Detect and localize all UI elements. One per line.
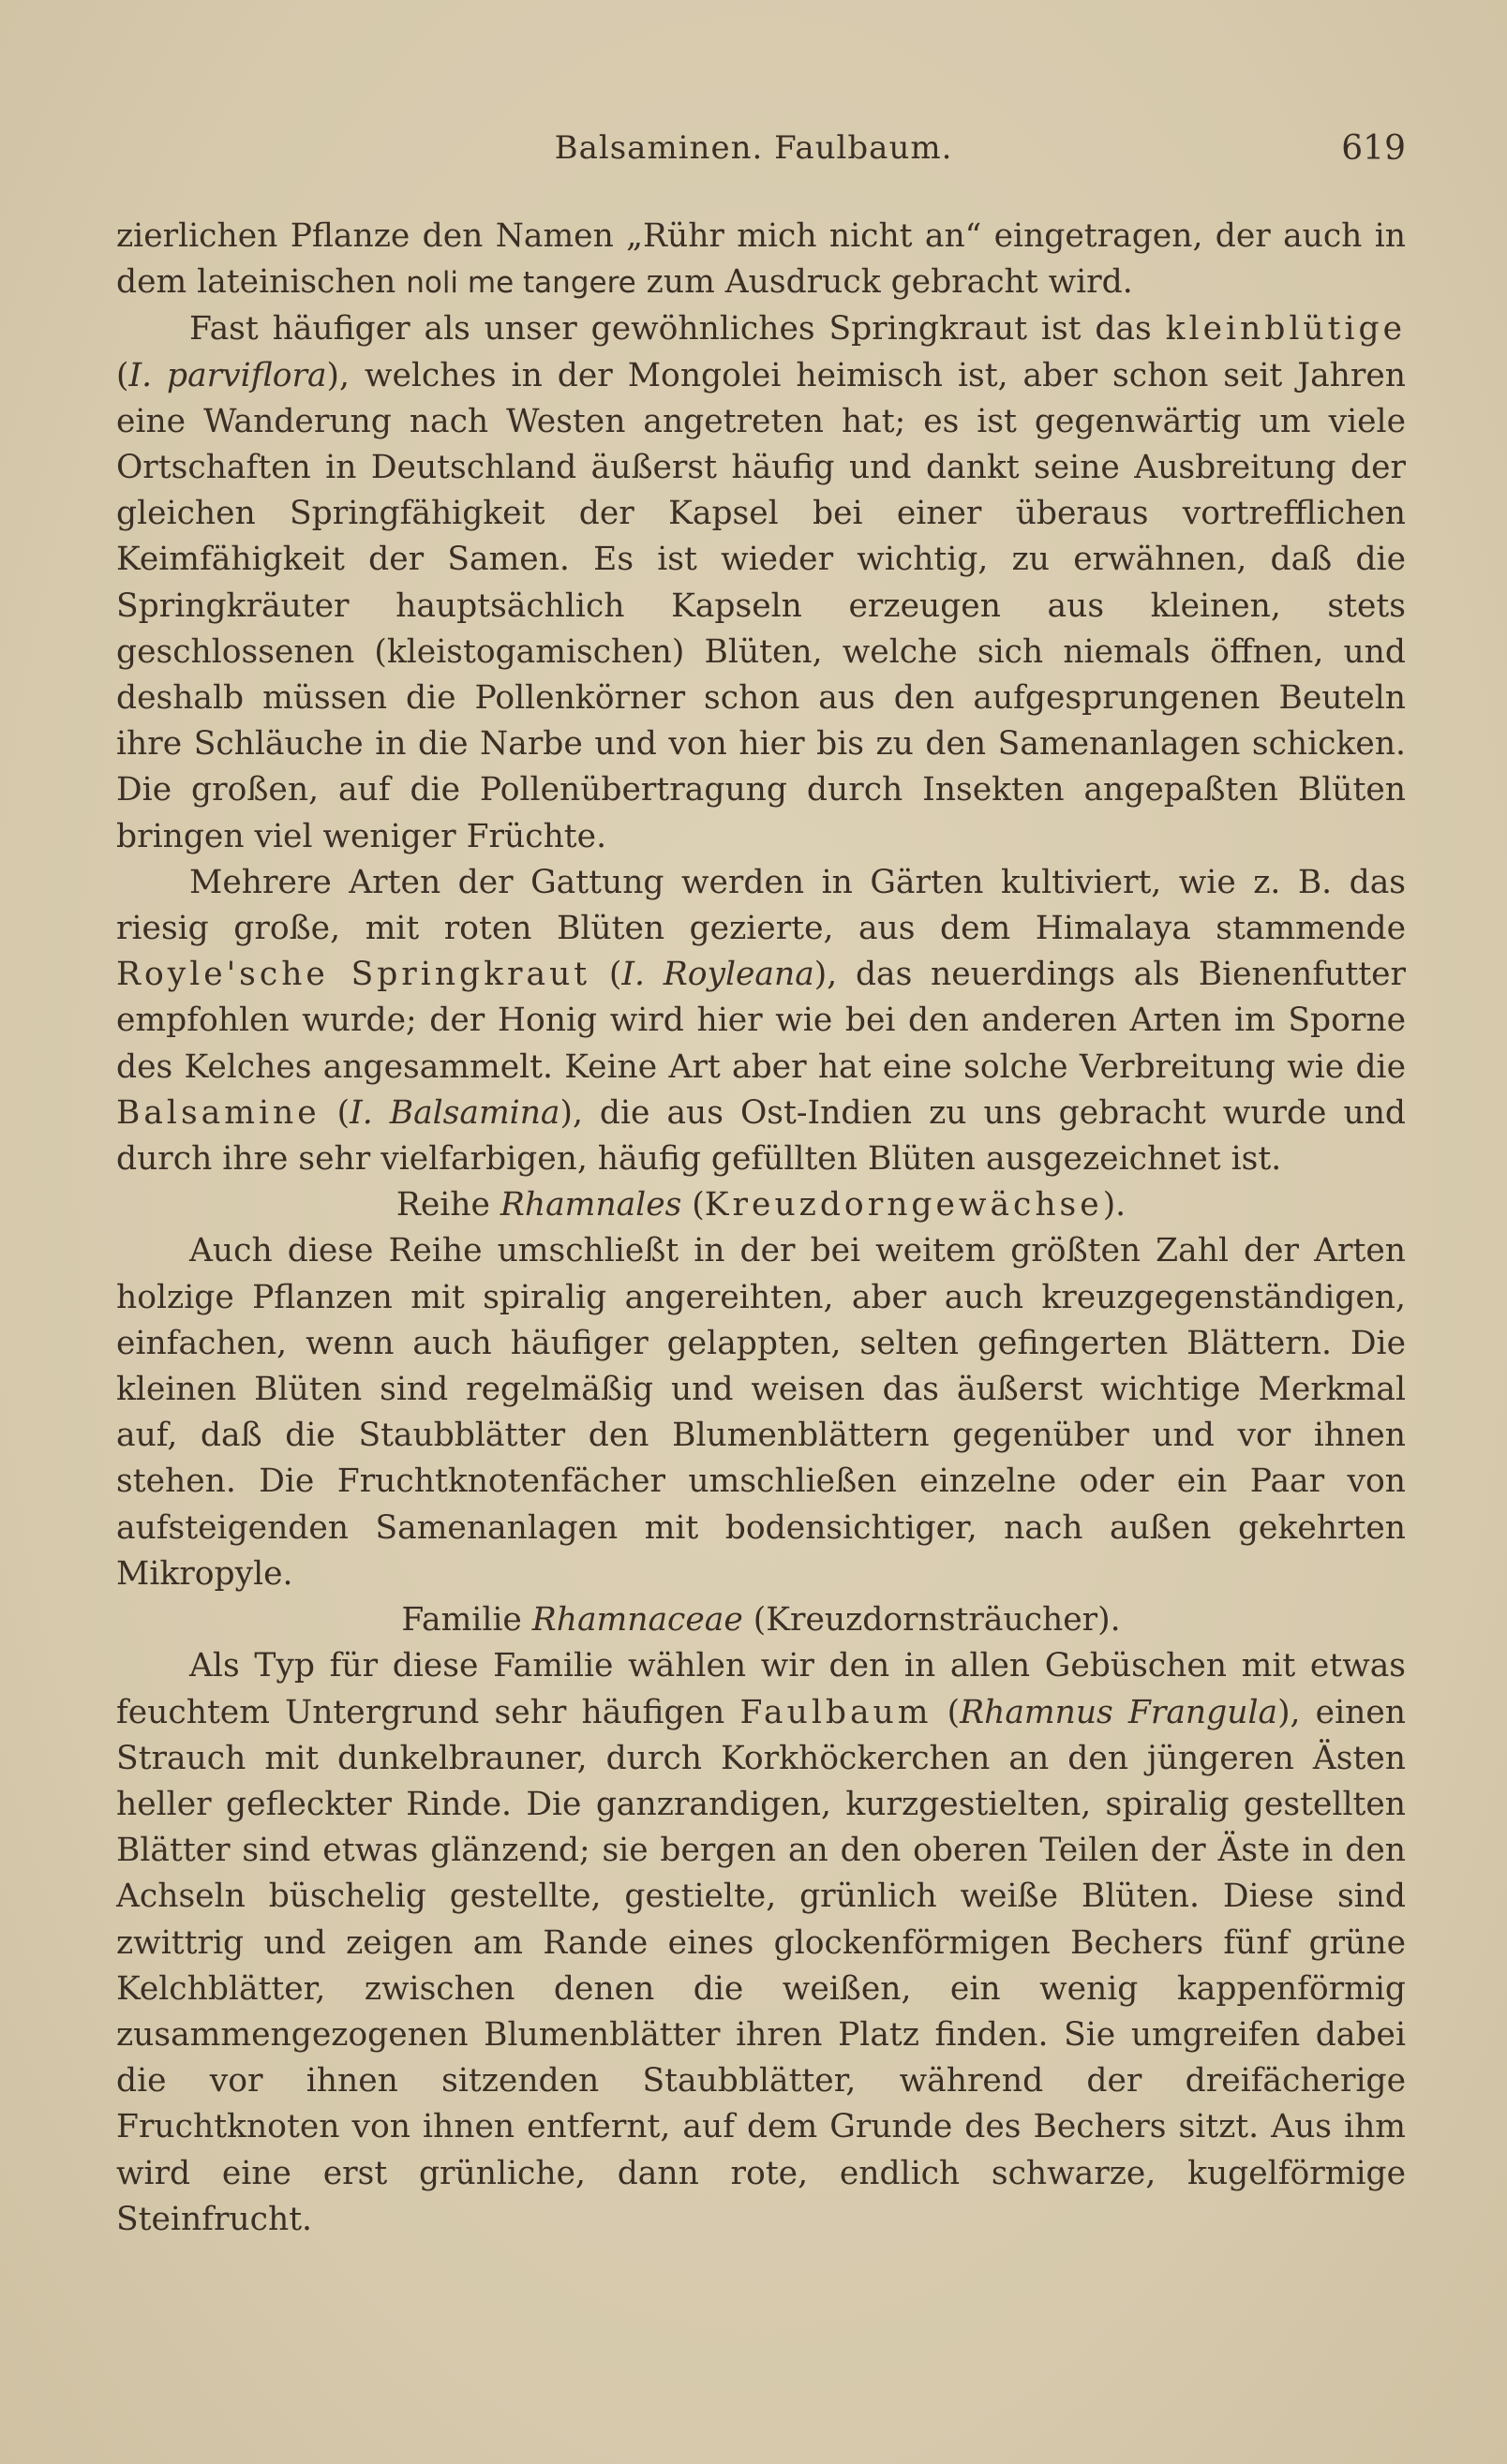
- p3-text-a: Mehrere Arten der Gattung werden in Gärten kultiviert, wie z. B. das riesig große, mit roten Blüten gezierte, aus dem Himalaya stammende: [116, 863, 1406, 948]
- p2-text-e: ), welches in der Mongolei heimisch ist, aber schon seit Jahren eine Wanderung nach Westen angetreten hat; es ist gegenwärtig um viele Ortschaften in Deutschland äußerst häufig und dankt seine Ausbreitung der gleichen Springfähigkeit der Kapsel bei einer überaus vortrefflichen Keimfähigkeit der Samen. Es ist wieder wichtig, zu erwähnen, daß die Springkräuter hauptsächlich Kapseln erzeugen aus kleinen, stets geschlossenen (kleistogamischen) Blüten, welche sich niemals öffnen, und deshalb müssen die Pollenkörner schon aus den aufgesprungenen Beuteln ihre Schläuche in die Narbe und von hier bis zu den Samenanlagen schicken. Die großen, auf die Pollenübertragung durch Insekten angepaßten Blüten bringen viel weniger Früchte.: [116, 356, 1406, 855]
- p1-text-c: zum Ausdruck gebracht wird.: [635, 263, 1133, 302]
- section-heading-reihe: [116, 1182, 1406, 1228]
- p3-latin-name-2: I. Balsamina: [350, 1093, 560, 1132]
- p5-text-a: Als Typ für diese Familie wählen wir den in allen Gebüschen mit etwas feuchtem Untergrund sehr häufigen: [116, 1647, 1406, 1731]
- p2-latin-name: I. parviflora: [128, 356, 327, 394]
- p1-latin-phrase: noli me tangere: [406, 266, 636, 301]
- p5-text-c: (: [932, 1693, 961, 1731]
- p3-spaced-term-1: Royle'sche Springkraut: [116, 956, 591, 994]
- p3-text-i: ), die aus Ost-Indien zu uns gebracht wurde und durch ihre sehr vielfarbigen, häufig gefüllten Blüten ausgezeichnet ist.: [116, 1093, 1406, 1179]
- h1-text-e: ).: [1102, 1186, 1127, 1225]
- p2-text-a: Fast häufiger als unser gewöhnliches Springkraut ist das: [189, 310, 1166, 349]
- running-head: Balsaminen. Faulbaum.: [554, 129, 953, 167]
- h1-text-a: Reihe: [395, 1186, 500, 1225]
- paragraph-2: [116, 306, 1406, 859]
- p5-text-e: ), einen Strauch mit dunkelbrauner, durch Korkhöckerchen an den jüngeren Ästen heller gefleckter Rinde. Die ganzrandigen, kurzgestielten, spiralig gestellten Blätter sind etwas glänzend; sie bergen an den oberen Teilen der Äste in den Achseln büschelig gestellte, gestielte, grünlich weiße Blüten. Diese sind zwittrig und zeigen am Rande eines glockenförmigen Bechers fünf grüne Kelchblätter, zwischen denen die weißen, ein wenig kappenförmig zusammengezogenen Blumenblätter ihren Platz finden. Sie umgreifen dabei die vor ihnen sitzenden Staubblätter, während der dreifächerige Fruchtknoten von ihnen entfernt, auf dem Grunde des Bechers sitzt. Aus ihm wird eine erst grünliche, dann rote, endlich schwarze, kugelförmige Steinfrucht.: [116, 1693, 1406, 2238]
- p1-text-a: zierlichen Pflanze den Namen „Rühr mich nicht an“ eingetragen, der auch in dem lateinischen: [116, 217, 1406, 302]
- page-number: 619: [1341, 129, 1406, 168]
- body-text: [116, 214, 1406, 2243]
- h2-text-a: Familie: [401, 1601, 532, 1640]
- paragraph-3: [116, 860, 1406, 1182]
- h1-latin-name: Rhamnales: [500, 1186, 682, 1225]
- p3-spaced-term-2: Balsamine: [116, 1093, 321, 1132]
- p3-text-c: (: [590, 956, 622, 994]
- h1-text-c: (: [681, 1186, 705, 1225]
- paragraph-1: [116, 214, 1406, 306]
- h1-spaced-term: Kreuzdorngewächse: [704, 1186, 1103, 1225]
- paragraph-4: Auch diese Reihe umschließt in der bei weitem größten Zahl der Arten holzige Pflanzen mit spiralig angereihten, aber auch kreuzgegenständigen, einfachen, wenn auch häufiger gelappten, selten gefingerten Blättern. Die kleinen Blüten sind regelmäßig und weisen das äußerst wichtige Merkmal auf, daß die Staubblätter den Blumenblättern gegenüber und vor ihnen stehen. Die Fruchtknotenfächer umschließen einzelne oder ein Paar von aufsteigenden Samenanlagen mit bodensichtiger, nach außen gekehrten Mikropyle.: [116, 1232, 1406, 1593]
- p3-latin-name-1: I. Royleana: [621, 956, 814, 994]
- p2-spaced-term: kleinblütige: [1165, 310, 1406, 349]
- section-heading-familie: [116, 1597, 1406, 1643]
- h2-text-c: (Kreuzdornsträucher).: [742, 1601, 1121, 1640]
- paragraph-5: [116, 1643, 1406, 2243]
- p5-latin-name: Rhamnus Frangula: [960, 1693, 1278, 1731]
- p5-spaced-term: Faulbaum: [739, 1693, 933, 1731]
- p3-text-g: (: [320, 1093, 351, 1132]
- h2-latin-name: Rhamnaceae: [531, 1601, 743, 1640]
- p2-text-c: (: [116, 356, 129, 394]
- p3-text-e: ), das neuerdings als Bienenfutter empfohlen wurde; der Honig wird hier wie bei den anderen Arten im Sporne des Kelches angesammelt. Keine Art aber hat eine solche Verbreitung wie die: [116, 956, 1407, 1086]
